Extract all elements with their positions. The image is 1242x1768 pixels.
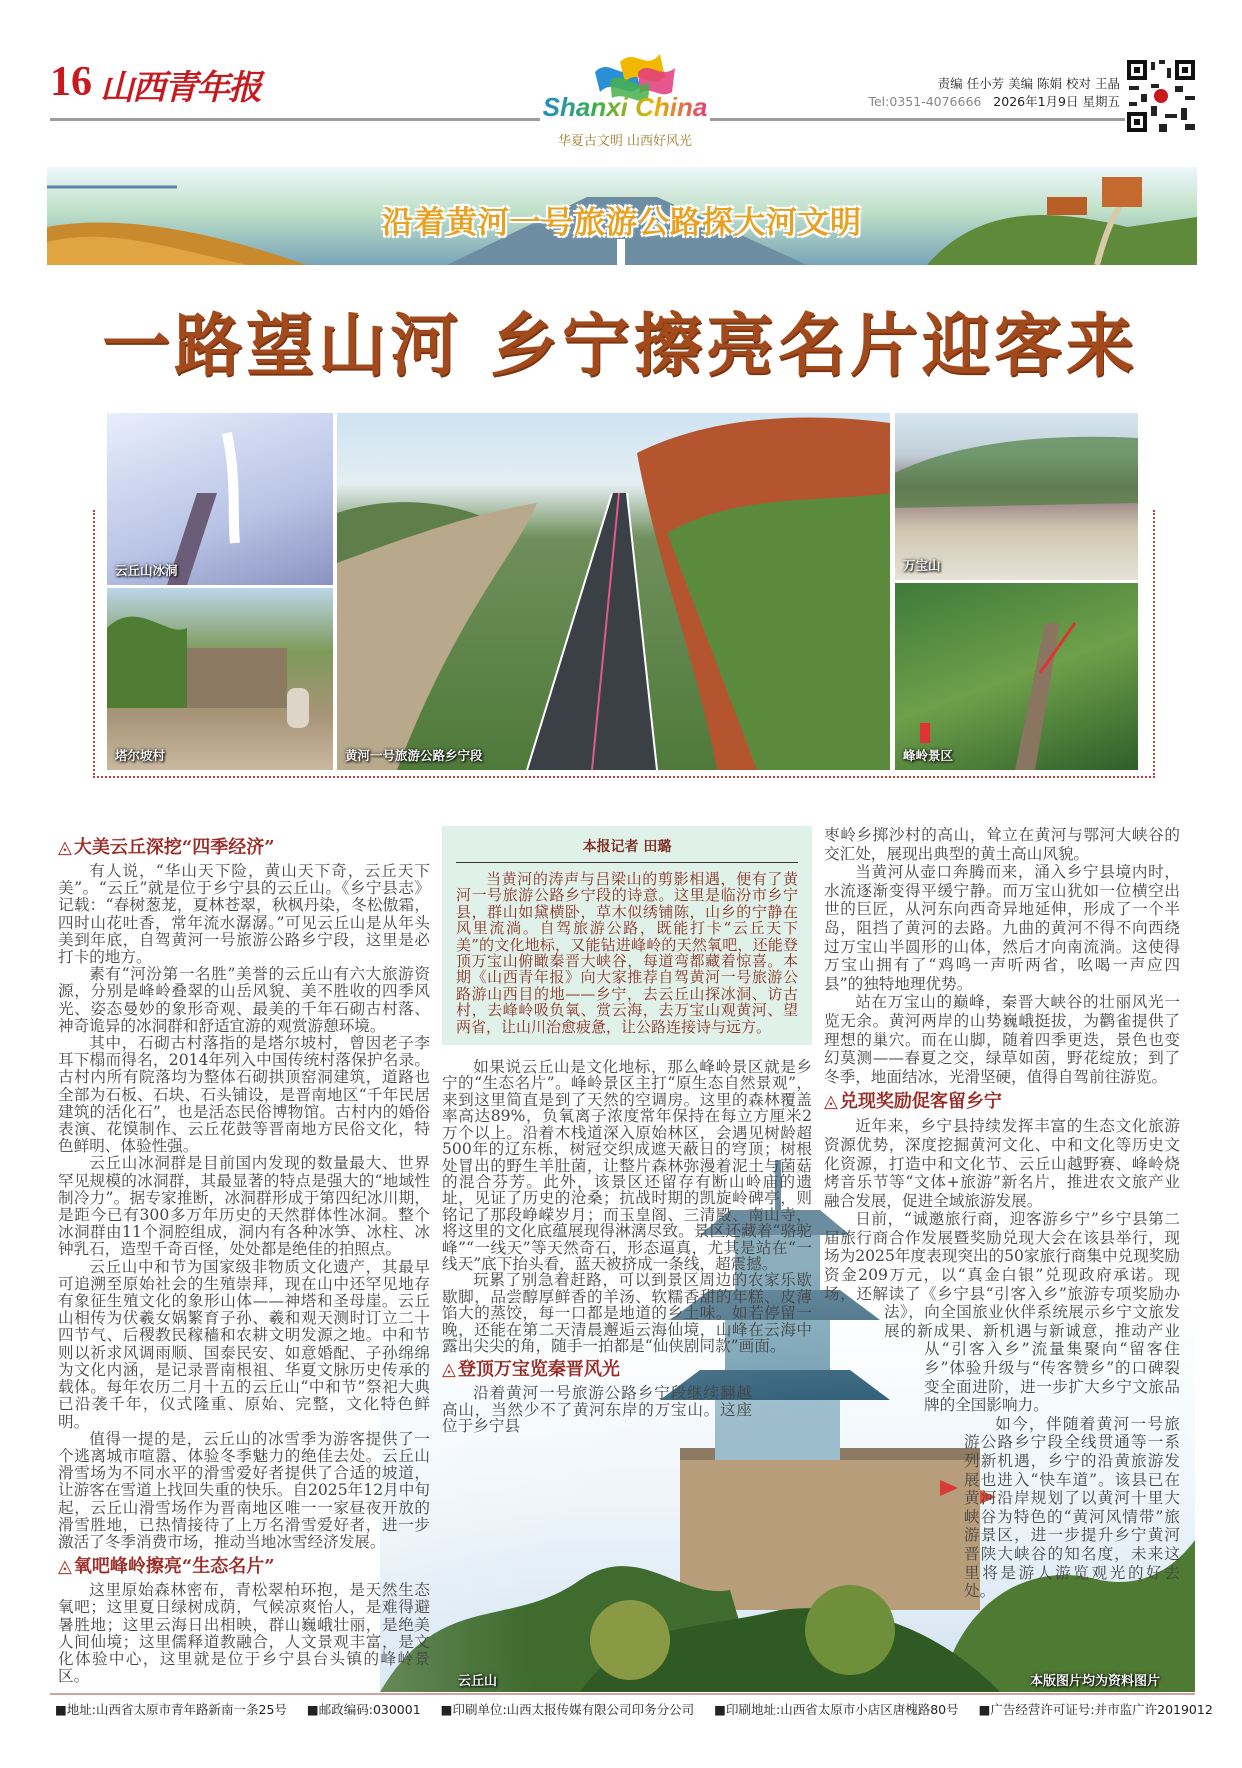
banner-title: 沿着黄河一号旅游公路探大河文明 — [382, 205, 862, 241]
photo-caption: 万宝山 — [903, 558, 941, 573]
issue-date: 2026年1月9日 星期五 — [993, 94, 1120, 109]
paragraph: 玩累了别急着赶路，可以到景区周边的农家乐歇歇脚，品尝醇厚鲜香的羊汤、软糯香甜的年糕、皮薄馅大的蒸饺，每一口都是地道的乡土味。如若停留一晚，还能在第二天清晨邂逅云海仙境，山峰在云海中露出尖尖的角，随手一拍都是“仙侠剧同款”画面。 — [442, 1271, 812, 1355]
triangle-icon: ◬ — [58, 837, 72, 858]
intro-text: 当黄河的涛声与吕梁山的剪影相遇，便有了黄河一号旅游公路乡宁段的诗意。这里是临汾市乡宁县，群山如黛横卧，草木似绣铺陈，山乡的宁静在风里流淌。自驾旅游公路，既能打卡“云丘天下美”的文化地标，又能钻进峰岭的天然氧吧，还能登顶万宝山俯瞰秦晋大峡谷，每道弯都藏着惊喜。本期《山西青年报》向大家推荐自驾黄河一号旅游公路游山西目的地——乡宁，去云丘山探冰洞、访古村，去峰岭吸负氧、赏云海，去万宝山观黄河、望两省，让山川治愈疲惫，让公路连接诗与远方。 — [456, 870, 798, 1036]
logo-wordmark: Shanxi China — [540, 92, 710, 123]
paragraph: 站在万宝山的巅峰，秦晋大峡谷的壮丽风光一览无余。黄河两岸的山势巍峨挺拔，为鹳雀提供了理想的巢穴。而在山脚，随着四季更迭，景色也变幻莫测——春夏之交，绿草如茵，野花绽放；到了冬季，地面结冰，光滑坚硬，值得自驾前往游览。 — [824, 993, 1180, 1086]
paragraph: 近年来，乡宁县持续发挥丰富的生态文化旅游资源优势，深度挖掘黄河文化、中和文化等历史文化资源，打造中和文化节、云丘山越野赛、峰岭烧烤音乐节等“文体+旅游”新名片，推进农文旅产业融合发展，促进全域旅游发展。 — [824, 1117, 1180, 1210]
column-left — [58, 832, 430, 1685]
footer-rule — [50, 1693, 1195, 1695]
paragraph: 沿着黄河一号旅游公路乡宁段继续翻越高山，当然少不了黄河东岸的万宝山。这座位于乡宁县 — [442, 1384, 752, 1436]
photo-highway — [337, 413, 890, 770]
footer-address: ■地址:山西省太原市青年路新南一条25号 — [55, 1702, 287, 1717]
section-heading: ◬ 兑现奖励促客留乡宁 — [824, 1091, 1002, 1113]
footer-printer: ■印刷单位:山西太报传媒有限公司印务分公司 — [440, 1702, 695, 1717]
column-middle — [442, 826, 812, 1659]
section-heading: ◬ 大美云丘深挖“四季经济” — [58, 837, 275, 858]
triangle-icon: ◬ — [824, 1091, 838, 1113]
photo-caption: 云丘山 — [458, 1674, 498, 1689]
paragraph: 枣岭乡掷沙村的高山，耸立在黄河与鄂河大峡谷的交汇处，展现出典型的黄土高山风貌。 — [824, 826, 1180, 863]
paragraph: 值得一提的是，云丘山的冰雪季为游客提供了一个逃离城市喧嚣、体验冬季魅力的绝佳去处。云丘山滑雪场为不同水平的滑雪爱好者提供了合适的坡道，让游客在雪道上找回失重的快乐。自2025年12月中旬起，云丘山滑雪场作为晋南地区唯一一家昼夜开放的滑雪胜地，已热情接待了上万名滑雪爱好者，进一步激活了冬季消费市场，推动当地冰雪经济发展。 — [58, 1429, 430, 1551]
telephone: Tel:0351-4076666 — [868, 94, 982, 109]
editor-credits: 责编 任小芳 美编 陈娟 校对 王晶 — [937, 76, 1120, 91]
photo-village — [107, 588, 333, 770]
triangle-icon: ◬ — [58, 1556, 72, 1578]
paragraph: 云丘山中和节为国家级非物质文化遗产，其最早可追溯至原始社会的生殖崇拜，现在山中还罕见地存有象征生殖文化的象形山体——神塔和圣母崖。云丘山相传为伏羲女娲繁育子孙、羲和观天测时订立二十四节气、后稷教民稼穑和农耕文明发源之地。中和节则以祈求风调雨顺、国泰民安、如意婚配、子孙绵绵为文化内涵，是记录晋南根祖、华夏文脉历史传承的载体。每年农历二月十五的云丘山“中和节”祭祀大典已沿袭千年，仪式隆重、原始、完整，文化特色鲜明。 — [58, 1257, 430, 1431]
page-number: 16 — [50, 59, 92, 105]
paragraph: 如果说云丘山是文化地标，那么峰岭景区就是乡宁的“生态名片”。峰岭景区主打“原生态自然景观”，来到这里简直是到了天然的空调房。这里的森林覆盖率高达89%，负氧离子浓度常年保持在每立方厘米2万个以上。沿着木栈道深入原始林区，会遇见树龄超500年的辽东栎，树冠交织成遮天蔽日的穹顶；树根处冒出的野生羊肚菌，让整片森林弥漫着泥土与菌菇的混合芬芳。此外，该景区还留存有断山岭庙的遗址，见证了历史的沧桑；抗战时期的凯旋岭碑亭，则铭记了那段峥嵘岁月；而玉皇阁、三清殿、南山寺，将这里的文化底蕴展现得淋漓尽致。景区还藏着“骆驼峰”“一线天”等天然奇石，形态逼真，尤其是站在“一线天”底下抬头看，蓝天被挤成一条线，超震撼。 — [442, 1058, 812, 1273]
qr-code-icon — [1125, 58, 1197, 134]
series-banner — [47, 167, 1197, 265]
paragraph: 日前，“诚邀旅行商，迎客游乡宁”乡宁县第二届旅行商合作发展暨奖励兑现大会在该县举行，现场为2025年度表现突出的50家旅行商集中兑现奖励资金209万元，以“真金白银”兑现政府承诺。现场，还解读了《乡宁县“引客入乡”旅游专项奖励办法》，向全国旅业伙伴系统展示乡宁文旅发展的新成果、新机遇与新诚意，推动产业从“引客入乡”流量集聚向“留客住乡”体验升级与“传客赞乡”的口碑裂变全面进阶，进一步扩大乡宁文旅品牌的全国影响力。 — [824, 1210, 1180, 1415]
footer-license: ■广告经营许可证号:并市监广许2019012 — [978, 1702, 1213, 1717]
paragraph: 如今，伴随着黄河一号旅游公路乡宁段全线贯通等一系列新机遇，乡宁的沿黄旅游发展也进入“快车道”。该县已在黄河沿岸规划了以黄河十里大峡谷为特色的“黄河风情带”旅游景区，进一步提升乡宁黄河晋陕大峡谷的知名度，未来这里将是游人游览观光的好去处。 — [964, 1414, 1180, 1601]
photo-fengling — [895, 583, 1138, 770]
photo-wanbao-mountain — [895, 413, 1138, 580]
photo-caption: 峰岭景区 — [903, 748, 954, 763]
photo-caption: 黄河一号旅游公路乡宁段 — [345, 748, 483, 763]
photo-caption: 塔尔坡村 — [115, 748, 166, 763]
column-right — [824, 826, 1180, 1619]
intro-box — [442, 826, 812, 1045]
photo-caption: 云丘山冰洞 — [115, 563, 178, 578]
masthead-logo: 山西青年报 — [100, 68, 260, 108]
paragraph: 这里原始森林密布，青松翠柏环抱，是天然生态氧吧；这里夏日绿树成荫，气候凉爽怡人，是难得避暑胜地；这里云海日出相映，群山巍峨壮丽，是绝美人间仙境；这里儒释道教融合，人文景观丰富，是文化体验中心，这里就是位于乡宁县台头镇的峰岭景区。 — [58, 1581, 430, 1686]
photo-credit: 本版图片均为资料图片 — [1030, 1674, 1161, 1689]
slogan: 华夏古文明 山西好风光 — [557, 134, 693, 149]
contact-date-line — [830, 92, 1120, 110]
photo-ice-cave — [107, 413, 333, 585]
triangle-icon: ◬ — [442, 1359, 456, 1381]
reporter-byline: 本报记者 田璐 — [456, 836, 798, 863]
paragraph: 当黄河从壶口奔腾而来，涌入乡宁县境内时，水流逐渐变得平缓宁静。而万宝山犹如一位横空出世的巨匠，从河东向西奇异地延伸，形成了一个半岛，阻挡了黄河的去路。九曲的黄河不得不向西绕过万宝山半圆形的山体，然后才向南流淌。这使得万宝山拥有了“鸡鸣一声听两省，吆喝一声应四县”的独特地理优势。 — [824, 863, 1180, 993]
footer-postcode: ■邮政编码:030001 — [306, 1702, 421, 1717]
footer-print-address: ■印刷地址:山西省太原市小店区唐槐路80号 — [714, 1702, 959, 1717]
footer-info — [55, 1700, 1213, 1718]
page-headline: 一路望山河 乡宁擦亮名片迎客来 — [102, 306, 1138, 386]
paragraph: 素有“河汾第一名胜”美誉的云丘山有六大旅游资源，分别是峰岭叠翠的山岳风貌、美不胜收的四季风光、姿态曼妙的象形奇观、最美的千年石砌古村落、神奇诡异的冰洞群和舒适宜游的观赏游憩环境。 — [58, 965, 430, 1035]
section-heading: ◬ 登顶万宝览秦晋风光 — [442, 1359, 620, 1381]
section-heading: ◬ 氧吧峰岭擦亮“生态名片” — [58, 1556, 275, 1578]
paragraph: 有人说，“华山天下险，黄山天下奇，云丘天下美”。“云丘”就是位于乡宁县的云丘山。《乡宁县志》记载：“春树葱茏，夏林苍翠，秋枫丹染，冬松傲霜，四时山花吐香，常年流水潺潺。”可见云丘山是从年头美到年底，自驾黄河一号旅游公路乡宁段，这里是必打卡的地方。 — [58, 862, 430, 967]
paragraph: 其中，石砌古村落指的是塔尔坡村，曾因老子李耳下榻而得名，2014年列入中国传统村落保护名录。古村内所有院落均为整体石砌拱顶窑洞建筑，道路也全部为石板、石块、石头铺设，是晋南地区“千年民居建筑的活化石”，也是活态民俗博物馆。古村内的婚俗表演、花馍制作、云丘花鼓等晋南地方民俗文化，特色鲜明、体验性强。 — [58, 1034, 430, 1156]
paragraph: 云丘山冰洞群是目前国内发现的数量最大、世界罕见规模的冰洞群，其最显著的特点是强大的“地域性制冷力”。据专家推断，冰洞群形成于第四纪冰川期，是距今已有300多万年历史的天然群体性冰洞。整个冰洞群由11个洞腔组成，洞内有各种冰笋、冰柱、冰钟乳石，造型千奇百怪，处处都是绝佳的拍照点。 — [58, 1154, 430, 1259]
